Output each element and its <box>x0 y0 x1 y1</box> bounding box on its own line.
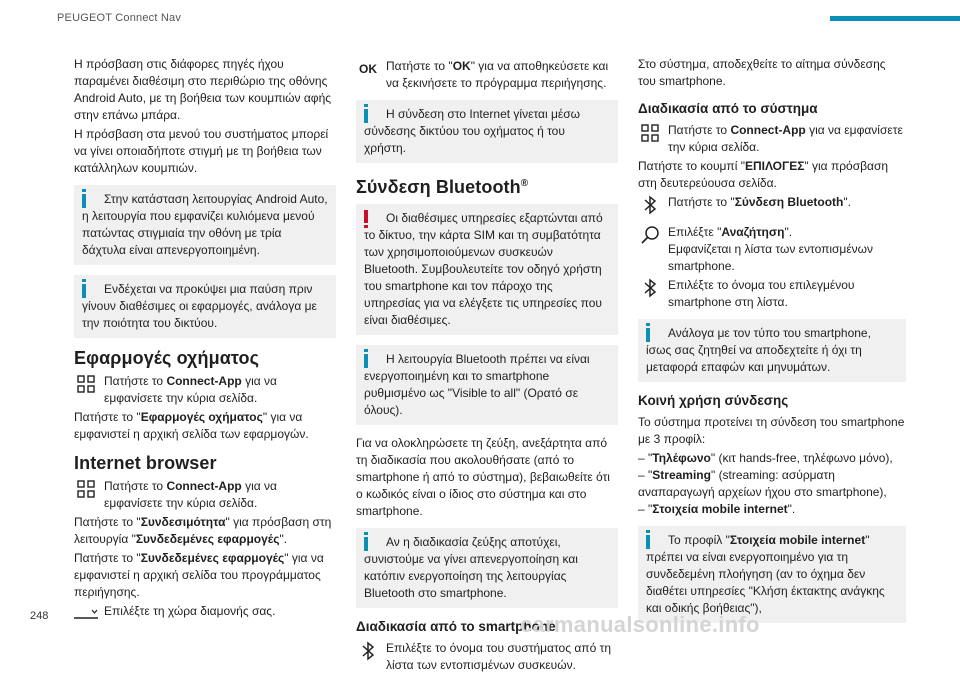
paragraph: Το σύστημα προτείνει τη σύνδεση του smartphone με 3 προφίλ: <box>638 415 905 446</box>
dropdown-field-icon <box>74 603 98 625</box>
bluetooth-icon <box>356 640 380 662</box>
info-icon <box>646 328 650 342</box>
bluetooth-icon <box>638 194 662 216</box>
search-icon <box>638 224 662 246</box>
info-icon <box>364 109 368 123</box>
paragraph: Στο σύστημα, αποδεχθείτε το αίτημα σύνδεσης του smartphone. <box>638 57 886 88</box>
section-heading: Εφαρμογές οχήματος <box>74 348 260 368</box>
step <box>638 224 906 275</box>
apps-grid-icon <box>74 373 98 395</box>
note-text: Οι διαθέσιμες υπηρεσίες εξαρτώνται από το δίκτυο, την κάρτα SIM και τη συμβατότητα των χρησιμοποιούμενων συσκευών Bluetooth. Συμβουλευτείτε τον οδηγό χρήστη του smartphone και τον πάροχο της υπηρεσίας για να ελέγξετε τις υπηρεσίες που είναι διαθέσιμες. <box>364 211 603 327</box>
step-text: Πατήστε το Connect-App για να εμφανίσετε την κύρια σελίδα. <box>104 479 277 510</box>
step-text: Επιλέξτε τη χώρα διαμονής σας. <box>104 604 276 618</box>
list-item: – "Streaming" (streaming: ασύρματη αναπαραγωγή αρχείων ήχου στο smartphone), <box>638 468 887 499</box>
info-icon <box>82 284 86 298</box>
info-icon <box>364 354 368 368</box>
step-text: Επιλέξτε "Αναζήτηση". Εμφανίζεται η λίστα των εντοπισμένων smartphone. <box>668 225 874 273</box>
watermark: carmanualsonline.info <box>520 612 760 637</box>
paragraph: Πατήστε το "Εφαρμογές οχήματος" για να εμφανιστεί η αρχική σελίδα των εφαρμογών. <box>74 410 309 441</box>
info-icon <box>646 535 650 549</box>
warning-icon <box>364 210 368 223</box>
step-text: Πατήστε το Connect-App για να εμφανίσετε την κύρια σελίδα. <box>104 374 277 405</box>
step <box>638 122 906 156</box>
apps-grid-icon <box>74 478 98 500</box>
paragraph: Πατήστε το κουμπί "ΕΠΙΛΟΓΕΣ" για πρόσβαση στη δευτερεύουσα σελίδα. <box>638 159 889 190</box>
note-text: Η σύνδεση στο Internet γίνεται μέσω σύνδεσης δικτύου του οχήματος ή του χρήστη. <box>364 107 580 155</box>
paragraph: Για να ολοκληρώσετε τη ζεύξη, ανεξάρτητα από τη διαδικασία που ακολουθήσατε (από το smartphone ή από το σύστημα), βεβαιωθείτε ότι ο κωδικός είναι ο ίδιος στο σύστημα και στο smartphone. <box>356 436 610 518</box>
info-note <box>638 319 906 382</box>
step <box>638 277 906 311</box>
subsection-heading: Διαδικασία από το smartphone <box>356 619 556 634</box>
paragraph: Πατήστε το "Συνδεσιμότητα" για πρόσβαση στη λειτουργία "Συνδεδεμένες εφαρμογές". <box>74 515 332 546</box>
column-3 <box>638 56 906 633</box>
info-note <box>74 275 336 338</box>
note-text: Η λειτουργία Bluetooth πρέπει να είναι ενεργοποιημένη και το smartphone ρυθμισμένο ως "Visible to all" (Ορατό σε όλους). <box>364 352 590 417</box>
info-note <box>356 345 618 425</box>
step-text: Πατήστε το "Σύνδεση Bluetooth". <box>668 195 851 209</box>
note-text: Ενδέχεται να προκύψει μια παύση πριν γίνουν διαθέσιμες οι εφαρμογές, ανάλογα με την ποιότητα του δικτύου. <box>82 282 317 330</box>
column-1 <box>74 56 336 627</box>
paragraph: Πατήστε το "Συνδεδεμένες εφαρμογές" για να εμφανιστεί η αρχική σελίδα του προγράμματος περιήγησης. <box>74 551 324 599</box>
header-accent-bar <box>830 16 960 21</box>
step-text: Πατήστε το Connect-App για να εμφανίσετε την κύρια σελίδα. <box>668 123 903 154</box>
page-number: 248 <box>30 610 49 622</box>
list-item: – "Στοιχεία mobile internet". <box>638 502 796 516</box>
info-note <box>638 526 906 623</box>
note-text: Το προφίλ "Στοιχεία mobile internet" πρέπει να είναι ενεργοποιημένο για τη συνδεδεμένη πλοήγηση (αν το όχημα δεν διαθέτει υπηρεσίες "Κλήση έκτακτης ανάγκης και οδικής βοήθειας"), <box>646 533 885 615</box>
step <box>356 58 618 92</box>
paragraph: Η πρόσβαση στα μενού του συστήματος μπορεί να γίνει οποιαδήποτε στιγμή με τη βοήθεια των κατάλληλων κουμπιών. <box>74 127 329 175</box>
info-icon <box>82 194 86 208</box>
list-item: – "Τηλέφωνο" (κιτ hands-free, τηλέφωνο μόνο), <box>638 451 893 465</box>
step <box>74 478 336 512</box>
subsection-heading: Κοινή χρήση σύνδεσης <box>638 393 789 408</box>
apps-grid-icon <box>638 122 662 144</box>
ok-button-icon: OK <box>359 61 377 76</box>
step <box>74 373 336 407</box>
info-note <box>356 100 618 163</box>
step-text: Επιλέξτε το όνομα του επιλεγμένου smartphone στη λίστα. <box>668 278 855 309</box>
info-note <box>74 185 336 265</box>
note-text: Αν η διαδικασία ζεύξης αποτύχει, συνιστούμε να γίνει απενεργοποίηση και κατόπιν ενεργοποίηση της λειτουργίας Bluetooth στο smartphone. <box>364 535 578 600</box>
paragraph: Η πρόσβαση στις διάφορες πηγές ήχου παραμένει διαθέσιμη στο περιθώριο της οθόνης Android Auto, με τη βοήθεια των κουμπιών αφής στην επάνω μπάρα. <box>74 57 332 122</box>
subsection-heading: Διαδικασία από το σύστημα <box>638 101 818 116</box>
info-icon <box>364 537 368 551</box>
section-heading: Internet browser <box>74 453 217 473</box>
step-text: Πατήστε το "OK" για να αποθηκεύσετε και να ξεκινήσετε το πρόγραμμα περιήγησης. <box>386 59 609 90</box>
note-text: Στην κατάσταση λειτουργίας Android Auto, η λειτουργία που εμφανίζει κυλιόμενα μενού πατώντας στιγμιαία την οθόνη με τρία δάχτυλα είναι απενεργοποιημένη. <box>82 192 328 257</box>
step <box>74 603 336 625</box>
bluetooth-icon <box>638 277 662 299</box>
warning-note <box>356 204 618 335</box>
step <box>638 194 906 216</box>
step-text: Επιλέξτε το όνομα του συστήματος από τη λίστα των εντοπισμένων συσκευών. <box>386 641 611 672</box>
running-header: PEUGEOT Connect Nav <box>57 12 182 24</box>
section-heading: Σύνδεση Bluetooth® <box>356 177 529 197</box>
note-text: Ανάλογα με τον τύπο του smartphone, ίσως σας ζητηθεί να αποδεχτείτε ή όχι τη μεταφορά επαφών και μηνυμάτων. <box>646 326 871 374</box>
column-2 <box>356 56 618 676</box>
info-note <box>356 528 618 608</box>
step <box>356 640 618 674</box>
